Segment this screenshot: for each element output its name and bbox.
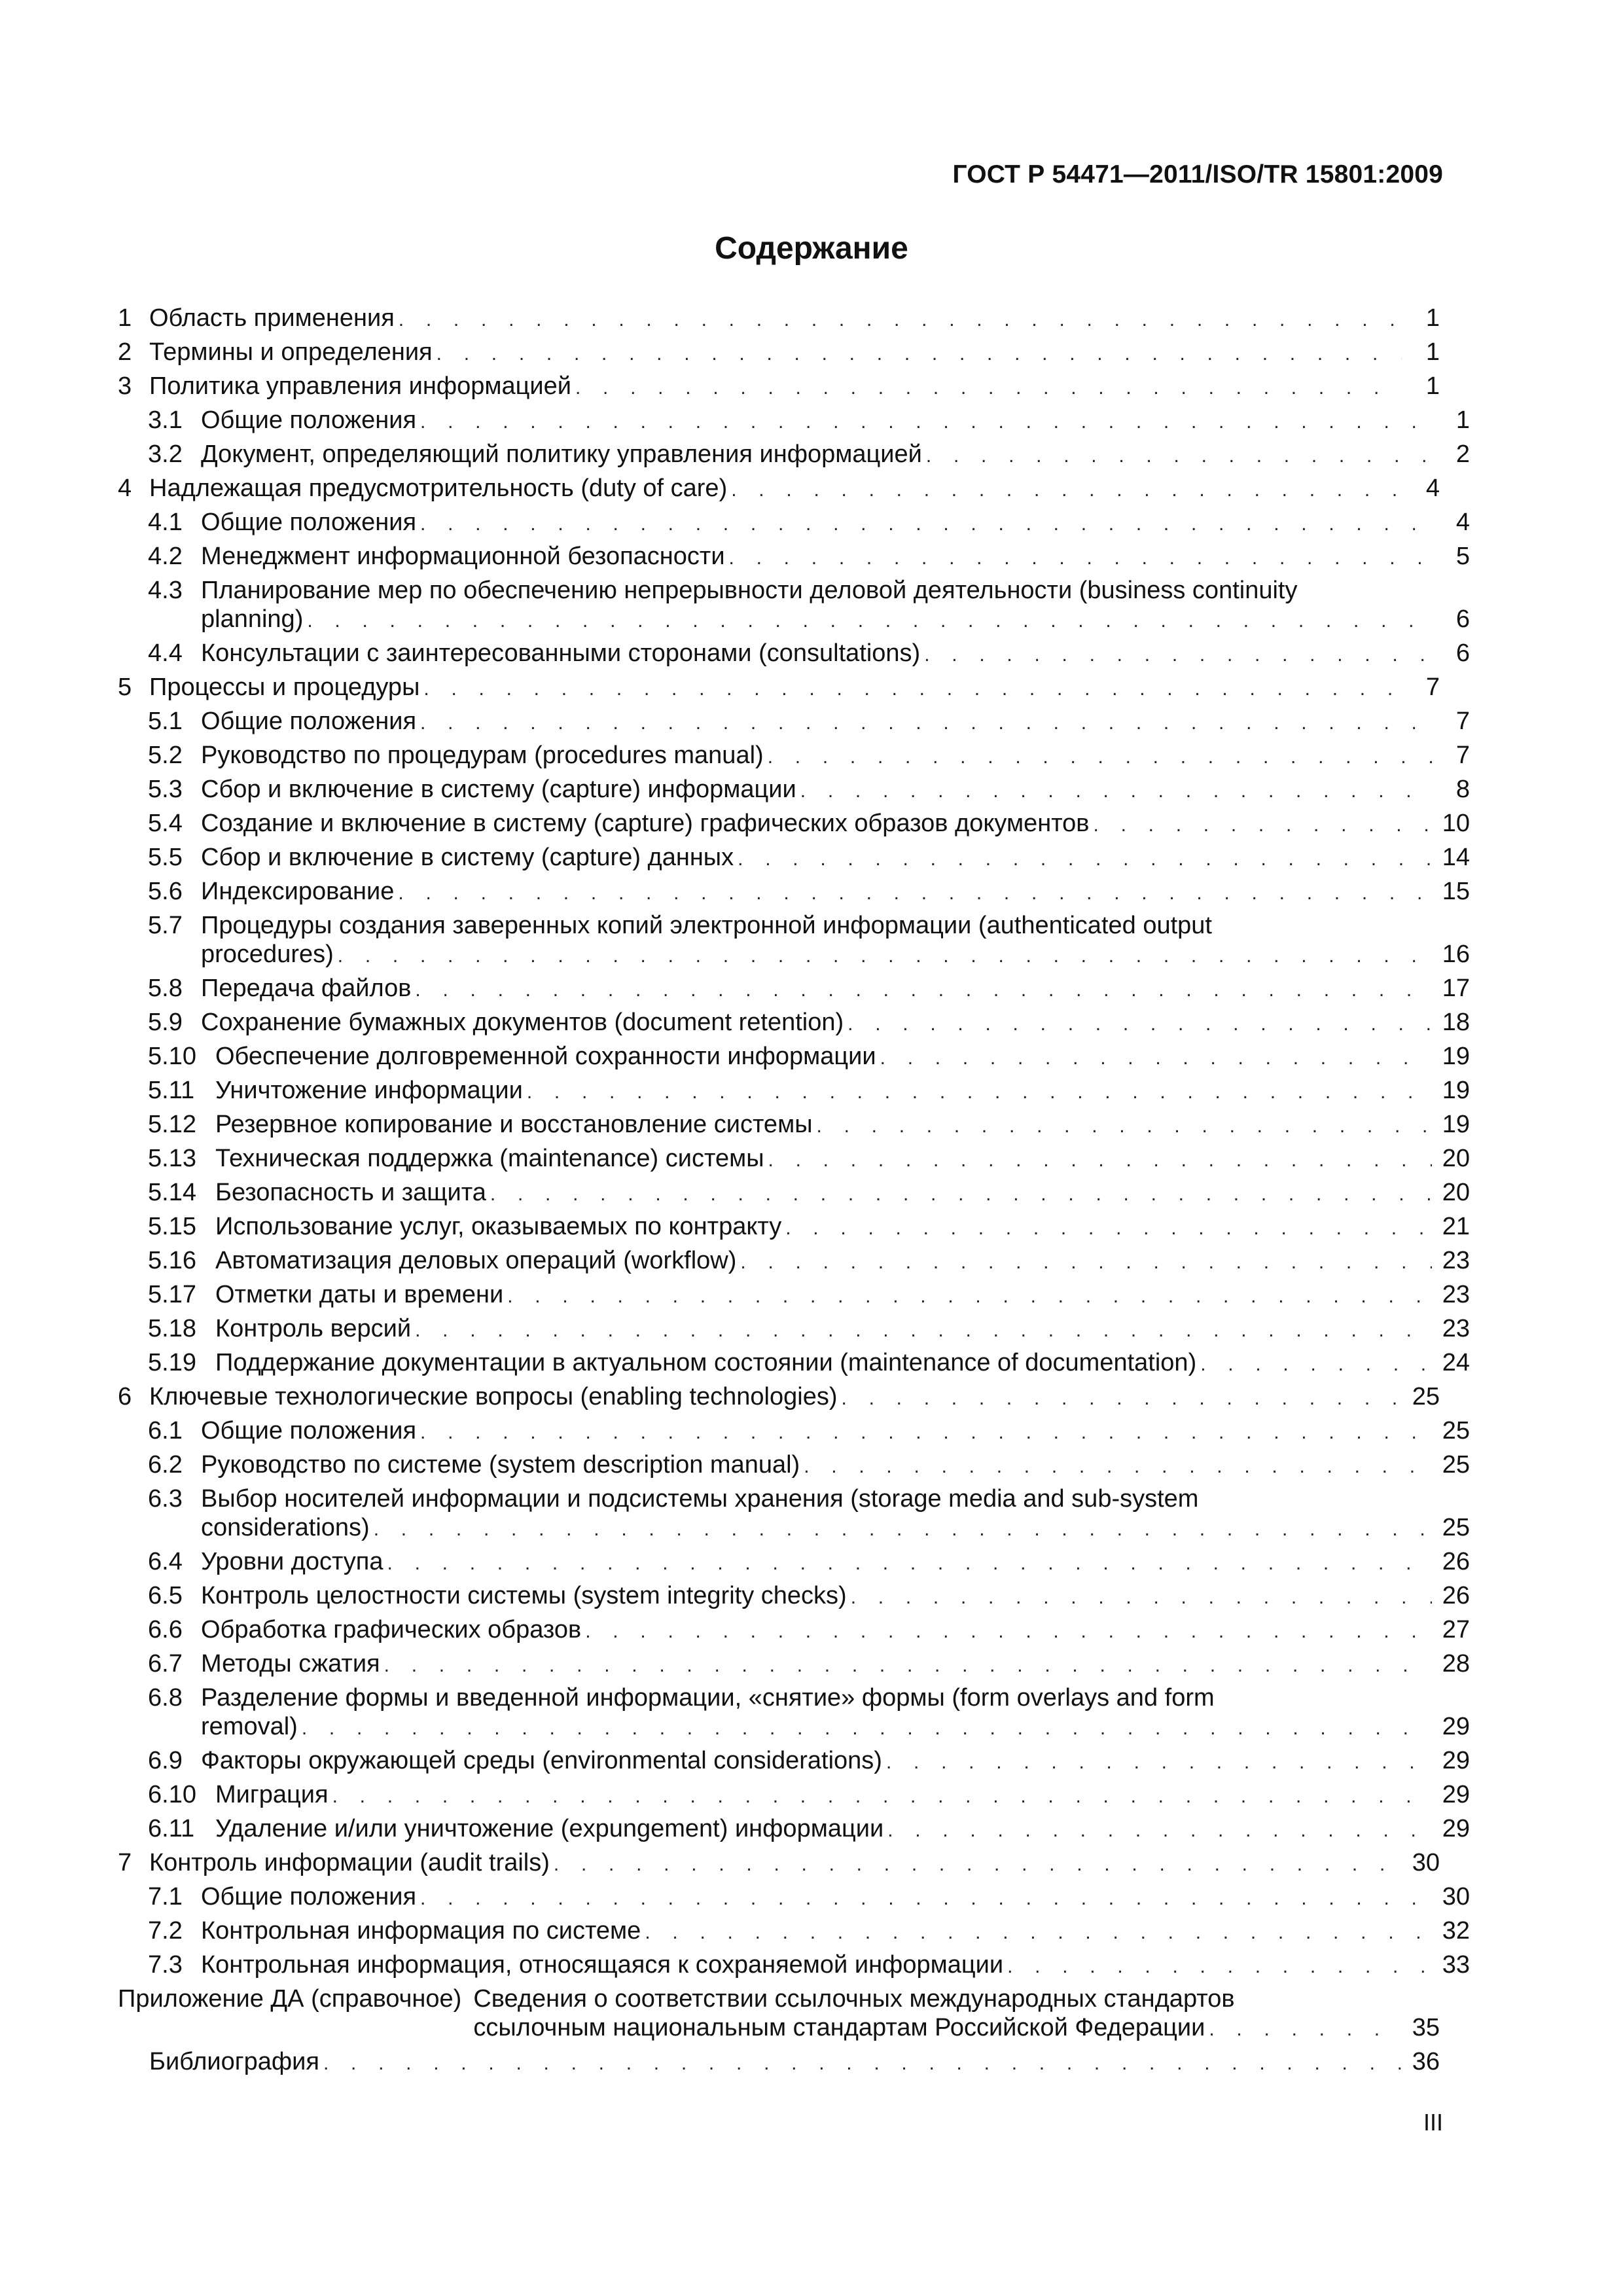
toc-entry-title: Планирование мер по обеспечению непрерывности деловой деятельности (business continuity bbox=[201, 577, 1298, 604]
toc-entry[interactable] bbox=[118, 335, 1440, 369]
dot-leader bbox=[887, 1814, 1432, 1848]
toc-entry[interactable] bbox=[118, 576, 1470, 634]
toc-entry-title: Индексирование bbox=[201, 878, 395, 905]
toc-entry[interactable] bbox=[118, 971, 1470, 1005]
toc-entry-title: Ключевые технологические вопросы (enabling technologies) bbox=[149, 1383, 838, 1410]
toc-entry-title: Автоматизация деловых операций (workflow) bbox=[215, 1247, 737, 1274]
toc-entry-page: 6 bbox=[1455, 639, 1470, 667]
toc-entry-title: Контрольная информация, относящаяся к сохраняемой информации bbox=[201, 1951, 1004, 1979]
toc-entry-title: Руководство по системе (system description manual) bbox=[201, 1451, 800, 1479]
toc-entry-number: 5.17 bbox=[148, 1281, 196, 1308]
toc-entry-number: 7 bbox=[118, 1849, 132, 1876]
toc-entry-title-continued: procedures) bbox=[201, 941, 334, 968]
toc-entry[interactable] bbox=[118, 1312, 1470, 1346]
toc-entry-page: 2 bbox=[1455, 440, 1470, 468]
toc-entry-number: 6.11 bbox=[148, 1815, 195, 1842]
toc-entry-page: 25 bbox=[1412, 1383, 1440, 1410]
toc-entry-title: Поддержание документации в актуальном состоянии (maintenance of documentation) bbox=[215, 1349, 1197, 1376]
toc-entry-title: Методы сжатия bbox=[201, 1650, 380, 1677]
toc-entry-number: 6.6 bbox=[148, 1616, 183, 1643]
toc-entry[interactable] bbox=[118, 1380, 1440, 1414]
toc-entry-title: Контроль информации (audit trails) bbox=[149, 1849, 550, 1876]
toc-entry-title: Общие положения bbox=[201, 509, 417, 536]
toc-entry-title: Обработка графических образов bbox=[201, 1616, 582, 1643]
toc-entry[interactable] bbox=[118, 1141, 1470, 1175]
toc-entry[interactable] bbox=[118, 1880, 1470, 1914]
toc-entry-page: 8 bbox=[1455, 776, 1470, 803]
toc-entry[interactable] bbox=[118, 301, 1440, 335]
dot-leader bbox=[729, 541, 1432, 575]
toc-entry-title: Менеджмент информационной безопасности bbox=[201, 543, 725, 570]
toc-entry[interactable] bbox=[118, 471, 1440, 505]
dot-leader bbox=[437, 337, 1402, 371]
dot-leader bbox=[332, 1780, 1432, 1814]
toc-entry-title: Политика управления информацией bbox=[149, 372, 571, 400]
toc-entry[interactable] bbox=[118, 1039, 1470, 1073]
toc-entry-page: 33 bbox=[1442, 1951, 1470, 1979]
toc-entry-page: 6 bbox=[1455, 605, 1470, 633]
dot-leader bbox=[886, 1746, 1432, 1780]
toc-entry-title: Передача файлов bbox=[201, 975, 412, 1002]
dot-leader bbox=[387, 1547, 1432, 1581]
toc-entry[interactable] bbox=[118, 670, 1440, 704]
dot-leader bbox=[323, 2047, 1402, 2081]
dot-leader bbox=[302, 1714, 1432, 1743]
toc-entry-number: 3.2 bbox=[148, 440, 183, 468]
dot-leader bbox=[800, 774, 1432, 808]
toc-entry-page: 19 bbox=[1442, 1043, 1470, 1070]
toc-entry-number: 5.5 bbox=[148, 844, 183, 871]
toc-entry-title: Термины и определения bbox=[149, 338, 433, 366]
toc-entry-title: Удаление и/или уничтожение (expungement) информации bbox=[215, 1815, 884, 1842]
toc-entry-title: Техническая поддержка (maintenance) системы bbox=[215, 1145, 764, 1172]
toc-entry[interactable] bbox=[118, 738, 1470, 772]
toc-entry-page: 14 bbox=[1442, 844, 1470, 871]
document-code: ГОСТ Р 54471—2011/ISO/TR 15801:2009 bbox=[952, 160, 1443, 188]
dot-leader bbox=[740, 1246, 1432, 1280]
toc-entry-page: 4 bbox=[1455, 509, 1470, 536]
toc-entry-page: 29 bbox=[1442, 1713, 1470, 1740]
toc-entry-number: 1 bbox=[118, 304, 132, 332]
toc-entry-page: 10 bbox=[1442, 810, 1470, 837]
toc-entry-number: 5 bbox=[118, 673, 132, 701]
toc-entry-title: Разделение формы и введенной информации, «снятие» формы (form overlays and form bbox=[201, 1684, 1215, 1712]
dot-leader bbox=[926, 439, 1432, 473]
toc-entry-title: Библиография bbox=[149, 2048, 319, 2075]
dot-leader bbox=[768, 1143, 1432, 1177]
toc-entry[interactable] bbox=[118, 1984, 1440, 2042]
toc-entry-number: 6.7 bbox=[148, 1650, 183, 1677]
toc-entry[interactable] bbox=[118, 2045, 1440, 2079]
toc-entry[interactable] bbox=[118, 505, 1470, 539]
toc-entry-page: 23 bbox=[1442, 1247, 1470, 1274]
dot-leader bbox=[415, 1314, 1432, 1348]
toc-entry-title: Безопасность и защита bbox=[215, 1179, 486, 1206]
toc-entry-title: Использование услуг, оказываемых по контракту bbox=[215, 1213, 782, 1240]
toc-entry-page: 19 bbox=[1442, 1077, 1470, 1104]
toc-entry-title: Надлежащая предусмотрительность (duty of care) bbox=[149, 475, 728, 502]
dot-leader bbox=[1094, 808, 1433, 842]
toc-entry-page: 23 bbox=[1442, 1281, 1470, 1308]
toc-entry-page: 29 bbox=[1442, 1747, 1470, 1774]
toc-entry-title: Общие положения bbox=[201, 1883, 417, 1910]
dot-leader bbox=[527, 1075, 1432, 1109]
toc-entry-number: 6.2 bbox=[148, 1451, 183, 1479]
toc-entry-number: 7.3 bbox=[148, 1951, 183, 1979]
toc-entry-page: 25 bbox=[1442, 1417, 1470, 1444]
toc-entry-number: 5.4 bbox=[148, 810, 183, 837]
toc-entry-number: 6.4 bbox=[148, 1548, 183, 1575]
toc-entry-number: 3.1 bbox=[148, 406, 183, 434]
toc-entry-page: 19 bbox=[1442, 1111, 1470, 1138]
dot-leader bbox=[817, 1109, 1432, 1143]
toc-entry-page: 23 bbox=[1442, 1315, 1470, 1342]
dot-leader bbox=[420, 507, 1432, 541]
toc-entry[interactable] bbox=[118, 911, 1470, 969]
toc-entry[interactable] bbox=[118, 539, 1470, 573]
toc-entry-title: Контроль целостности системы (system integrity checks) bbox=[201, 1582, 847, 1609]
toc-entry-number: Приложение ДА (справочное) bbox=[118, 1985, 462, 2013]
toc-entry-title-continued: considerations) bbox=[201, 1514, 370, 1541]
toc-entry[interactable] bbox=[118, 1210, 1470, 1244]
toc-entry-number: 5.11 bbox=[148, 1077, 195, 1104]
toc-entry-page: 1 bbox=[1425, 372, 1440, 400]
toc-entry-title: Контрольная информация по системе bbox=[201, 1917, 641, 1945]
toc-entry-title: Обеспечение долговременной сохранности информации bbox=[215, 1043, 876, 1070]
toc-entry-title: Сбор и включение в систему (capture) информации bbox=[201, 776, 796, 803]
toc-entry[interactable] bbox=[118, 1846, 1440, 1880]
dot-leader bbox=[768, 740, 1432, 774]
toc-entry-page: 7 bbox=[1455, 742, 1470, 769]
table-of-contents bbox=[118, 301, 1470, 2079]
dot-leader bbox=[785, 1211, 1432, 1246]
dot-leader bbox=[507, 1280, 1432, 1314]
toc-entry-page: 15 bbox=[1442, 878, 1470, 905]
toc-entry-page: 1 bbox=[1455, 406, 1470, 434]
toc-entry-number: 5.9 bbox=[148, 1009, 183, 1036]
toc-entry-title: Резервное копирование и восстановление системы bbox=[215, 1111, 813, 1138]
toc-entry[interactable] bbox=[118, 1647, 1470, 1681]
toc-entry-number: 6.9 bbox=[148, 1747, 183, 1774]
toc-entry-number: 5.16 bbox=[148, 1247, 196, 1274]
toc-entry-number: 3 bbox=[118, 372, 132, 400]
toc-entry-title: Консультации с заинтересованными сторонами (consultations) bbox=[201, 639, 921, 667]
dot-leader bbox=[1200, 1348, 1432, 1382]
toc-entry-page: 21 bbox=[1442, 1213, 1470, 1240]
toc-entry-page: 29 bbox=[1442, 1815, 1470, 1842]
dot-leader bbox=[420, 1416, 1432, 1450]
dot-leader bbox=[851, 1581, 1432, 1615]
toc-entry[interactable] bbox=[118, 403, 1470, 437]
toc-entry-page: 20 bbox=[1442, 1145, 1470, 1172]
toc-entry-page: 18 bbox=[1442, 1009, 1470, 1036]
toc-entry[interactable] bbox=[118, 704, 1470, 738]
dot-leader bbox=[804, 1450, 1432, 1484]
dot-leader bbox=[490, 1177, 1432, 1211]
toc-entry[interactable] bbox=[118, 1073, 1470, 1107]
dot-leader bbox=[1007, 1950, 1432, 1984]
toc-entry-page: 20 bbox=[1442, 1179, 1470, 1206]
toc-entry-title: Руководство по процедурам (procedures manual) bbox=[201, 742, 764, 769]
toc-entry[interactable] bbox=[118, 1683, 1470, 1741]
toc-entry[interactable] bbox=[118, 1613, 1470, 1647]
toc-entry-title: Факторы окружающей среды (environmental considerations) bbox=[201, 1747, 882, 1774]
toc-entry[interactable] bbox=[118, 840, 1470, 874]
toc-entry-title: Общие положения bbox=[201, 1417, 417, 1444]
toc-entry[interactable] bbox=[118, 1812, 1470, 1846]
toc-entry-number: 4.4 bbox=[148, 639, 183, 667]
toc-entry-page: 7 bbox=[1455, 708, 1470, 735]
toc-entry-title: Контроль версий bbox=[215, 1315, 412, 1342]
page-number: III bbox=[1423, 2109, 1443, 2136]
toc-entry-title: Общие положения bbox=[201, 708, 417, 735]
dot-leader bbox=[374, 1515, 1432, 1544]
toc-entry-number: 5.10 bbox=[148, 1043, 196, 1070]
toc-entry-page: 30 bbox=[1412, 1849, 1440, 1876]
toc-entry-number: 5.13 bbox=[148, 1145, 196, 1172]
dot-leader bbox=[847, 1007, 1432, 1041]
toc-entry-page: 35 bbox=[1412, 2014, 1440, 2041]
dot-leader bbox=[585, 1615, 1432, 1649]
toc-entry-number: 4.1 bbox=[148, 509, 183, 536]
toc-entry-number: 6.5 bbox=[148, 1582, 183, 1609]
toc-entry[interactable] bbox=[118, 636, 1470, 670]
toc-entry[interactable] bbox=[118, 772, 1470, 806]
toc-entry-title-continued: planning) bbox=[201, 605, 304, 633]
toc-entry-title: Процессы и процедуры bbox=[149, 673, 420, 701]
toc-entry[interactable] bbox=[118, 1278, 1470, 1312]
toc-entry-number: 5.15 bbox=[148, 1213, 196, 1240]
dot-leader bbox=[420, 405, 1432, 439]
toc-entry-number: 5.7 bbox=[148, 912, 183, 939]
toc-entry-page: 1 bbox=[1425, 304, 1440, 332]
toc-entry-page: 5 bbox=[1455, 543, 1470, 570]
toc-entry-page: 26 bbox=[1442, 1582, 1470, 1609]
dot-leader bbox=[575, 371, 1402, 405]
toc-entry[interactable] bbox=[118, 1244, 1470, 1278]
toc-entry[interactable] bbox=[118, 1346, 1470, 1380]
toc-entry-number: 5.1 bbox=[148, 708, 183, 735]
toc-entry-title: Выбор носителей информации и подсистемы хранения (storage media and sub-system bbox=[201, 1485, 1199, 1513]
toc-entry-number: 7.2 bbox=[148, 1917, 183, 1945]
toc-entry-page: 1 bbox=[1425, 338, 1440, 366]
toc-entry-page: 30 bbox=[1442, 1883, 1470, 1910]
dot-leader bbox=[415, 973, 1432, 1007]
toc-entry-page: 17 bbox=[1442, 975, 1470, 1002]
toc-entry-number: 6.3 bbox=[148, 1485, 183, 1513]
dot-leader bbox=[1209, 2015, 1402, 2044]
dot-leader bbox=[554, 1848, 1402, 1882]
toc-entry-title: Уровни доступа bbox=[201, 1548, 383, 1575]
toc-entry[interactable] bbox=[118, 1414, 1470, 1448]
toc-entry-number: 2 bbox=[118, 338, 132, 366]
toc-entry-number: 5.3 bbox=[148, 776, 183, 803]
toc-entry-number: 4.2 bbox=[148, 543, 183, 570]
toc-entry-title: Процедуры создания заверенных копий электронной информации (authenticated output bbox=[201, 912, 1212, 939]
dot-leader bbox=[420, 706, 1432, 740]
dot-leader bbox=[420, 1882, 1432, 1916]
toc-entry-page: 7 bbox=[1425, 673, 1440, 701]
toc-entry-page: 4 bbox=[1425, 475, 1440, 502]
toc-entry-number: 5.2 bbox=[148, 742, 183, 769]
toc-entry[interactable] bbox=[118, 1914, 1470, 1948]
toc-entry[interactable] bbox=[118, 369, 1440, 403]
toc-entry-title-continued: ссылочным национальным стандартам Российской Федерации bbox=[473, 2014, 1205, 2041]
dot-leader bbox=[880, 1041, 1432, 1075]
toc-entry[interactable] bbox=[118, 1448, 1470, 1482]
dot-leader bbox=[338, 942, 1432, 971]
toc-entry-number: 5.12 bbox=[148, 1111, 196, 1138]
toc-entry[interactable] bbox=[118, 1545, 1470, 1579]
toc-entry-page: 32 bbox=[1442, 1917, 1470, 1945]
toc-entry-page: 27 bbox=[1442, 1616, 1470, 1643]
toc-entry-title: Сохранение бумажных документов (document retention) bbox=[201, 1009, 844, 1036]
toc-entry-page: 29 bbox=[1442, 1781, 1470, 1808]
toc-entry-page: 24 bbox=[1442, 1349, 1470, 1376]
toc-entry-number: 5.19 bbox=[148, 1349, 196, 1376]
toc-entry-page: 28 bbox=[1442, 1650, 1470, 1677]
toc-entry[interactable] bbox=[118, 1005, 1470, 1039]
toc-entry-number: 7.1 bbox=[148, 1883, 183, 1910]
toc-entry[interactable] bbox=[118, 874, 1470, 908]
toc-entry-number: 5.8 bbox=[148, 975, 183, 1002]
toc-entry[interactable] bbox=[118, 437, 1470, 471]
toc-entry-title: Создание и включение в систему (capture) графических образов документов bbox=[201, 810, 1090, 837]
toc-entry-title: Уничтожение информации bbox=[215, 1077, 523, 1104]
toc-entry-number: 6.8 bbox=[148, 1684, 183, 1712]
dot-leader bbox=[399, 303, 1402, 337]
dot-leader bbox=[384, 1649, 1432, 1683]
toc-entry-number: 6.10 bbox=[148, 1781, 196, 1808]
toc-entry-title: Область применения bbox=[149, 304, 395, 332]
toc-entry-title: Сведения о соответствии ссылочных международных стандартов bbox=[473, 1985, 1235, 2013]
toc-entry-title: Миграция bbox=[215, 1781, 329, 1808]
toc-entry[interactable] bbox=[118, 1744, 1470, 1778]
toc-entry-number: 6 bbox=[118, 1383, 132, 1410]
toc-entry-page: 16 bbox=[1442, 941, 1470, 968]
toc-entry[interactable] bbox=[118, 806, 1470, 840]
toc-entry-title: Сбор и включение в систему (capture) данных bbox=[201, 844, 734, 871]
toc-entry-page: 36 bbox=[1412, 2048, 1440, 2075]
toc-entry-title-continued: removal) bbox=[201, 1713, 298, 1740]
toc-entry[interactable] bbox=[118, 1107, 1470, 1141]
dot-leader bbox=[842, 1382, 1402, 1416]
toc-title: Содержание bbox=[715, 231, 908, 266]
toc-entry-number: 4 bbox=[118, 475, 132, 502]
dot-leader bbox=[924, 638, 1432, 672]
dot-leader bbox=[645, 1916, 1432, 1950]
toc-entry[interactable] bbox=[118, 1579, 1470, 1613]
toc-entry[interactable] bbox=[118, 1948, 1470, 1982]
toc-entry-number: 5.18 bbox=[148, 1315, 196, 1342]
toc-entry[interactable] bbox=[118, 1778, 1470, 1812]
toc-entry-number: 5.6 bbox=[148, 878, 183, 905]
dot-leader bbox=[398, 876, 1432, 910]
toc-entry-page: 25 bbox=[1442, 1514, 1470, 1541]
toc-entry-number: 4.3 bbox=[148, 577, 183, 604]
toc-entry-number: 5.14 bbox=[148, 1179, 196, 1206]
toc-entry-title: Отметки даты и времени bbox=[215, 1281, 504, 1308]
toc-entry-page: 26 bbox=[1442, 1548, 1470, 1575]
dot-leader bbox=[423, 672, 1402, 706]
toc-entry[interactable] bbox=[118, 1175, 1470, 1210]
dot-leader bbox=[738, 842, 1432, 876]
toc-entry-title: Документ, определяющий политику управления информацией bbox=[201, 440, 922, 468]
toc-entry-number: 6.1 bbox=[148, 1417, 183, 1444]
toc-entry-page: 25 bbox=[1442, 1451, 1470, 1479]
toc-entry[interactable] bbox=[118, 1484, 1470, 1542]
dot-leader bbox=[307, 607, 1432, 636]
toc-entry-title: Общие положения bbox=[201, 406, 417, 434]
dot-leader bbox=[731, 473, 1402, 507]
